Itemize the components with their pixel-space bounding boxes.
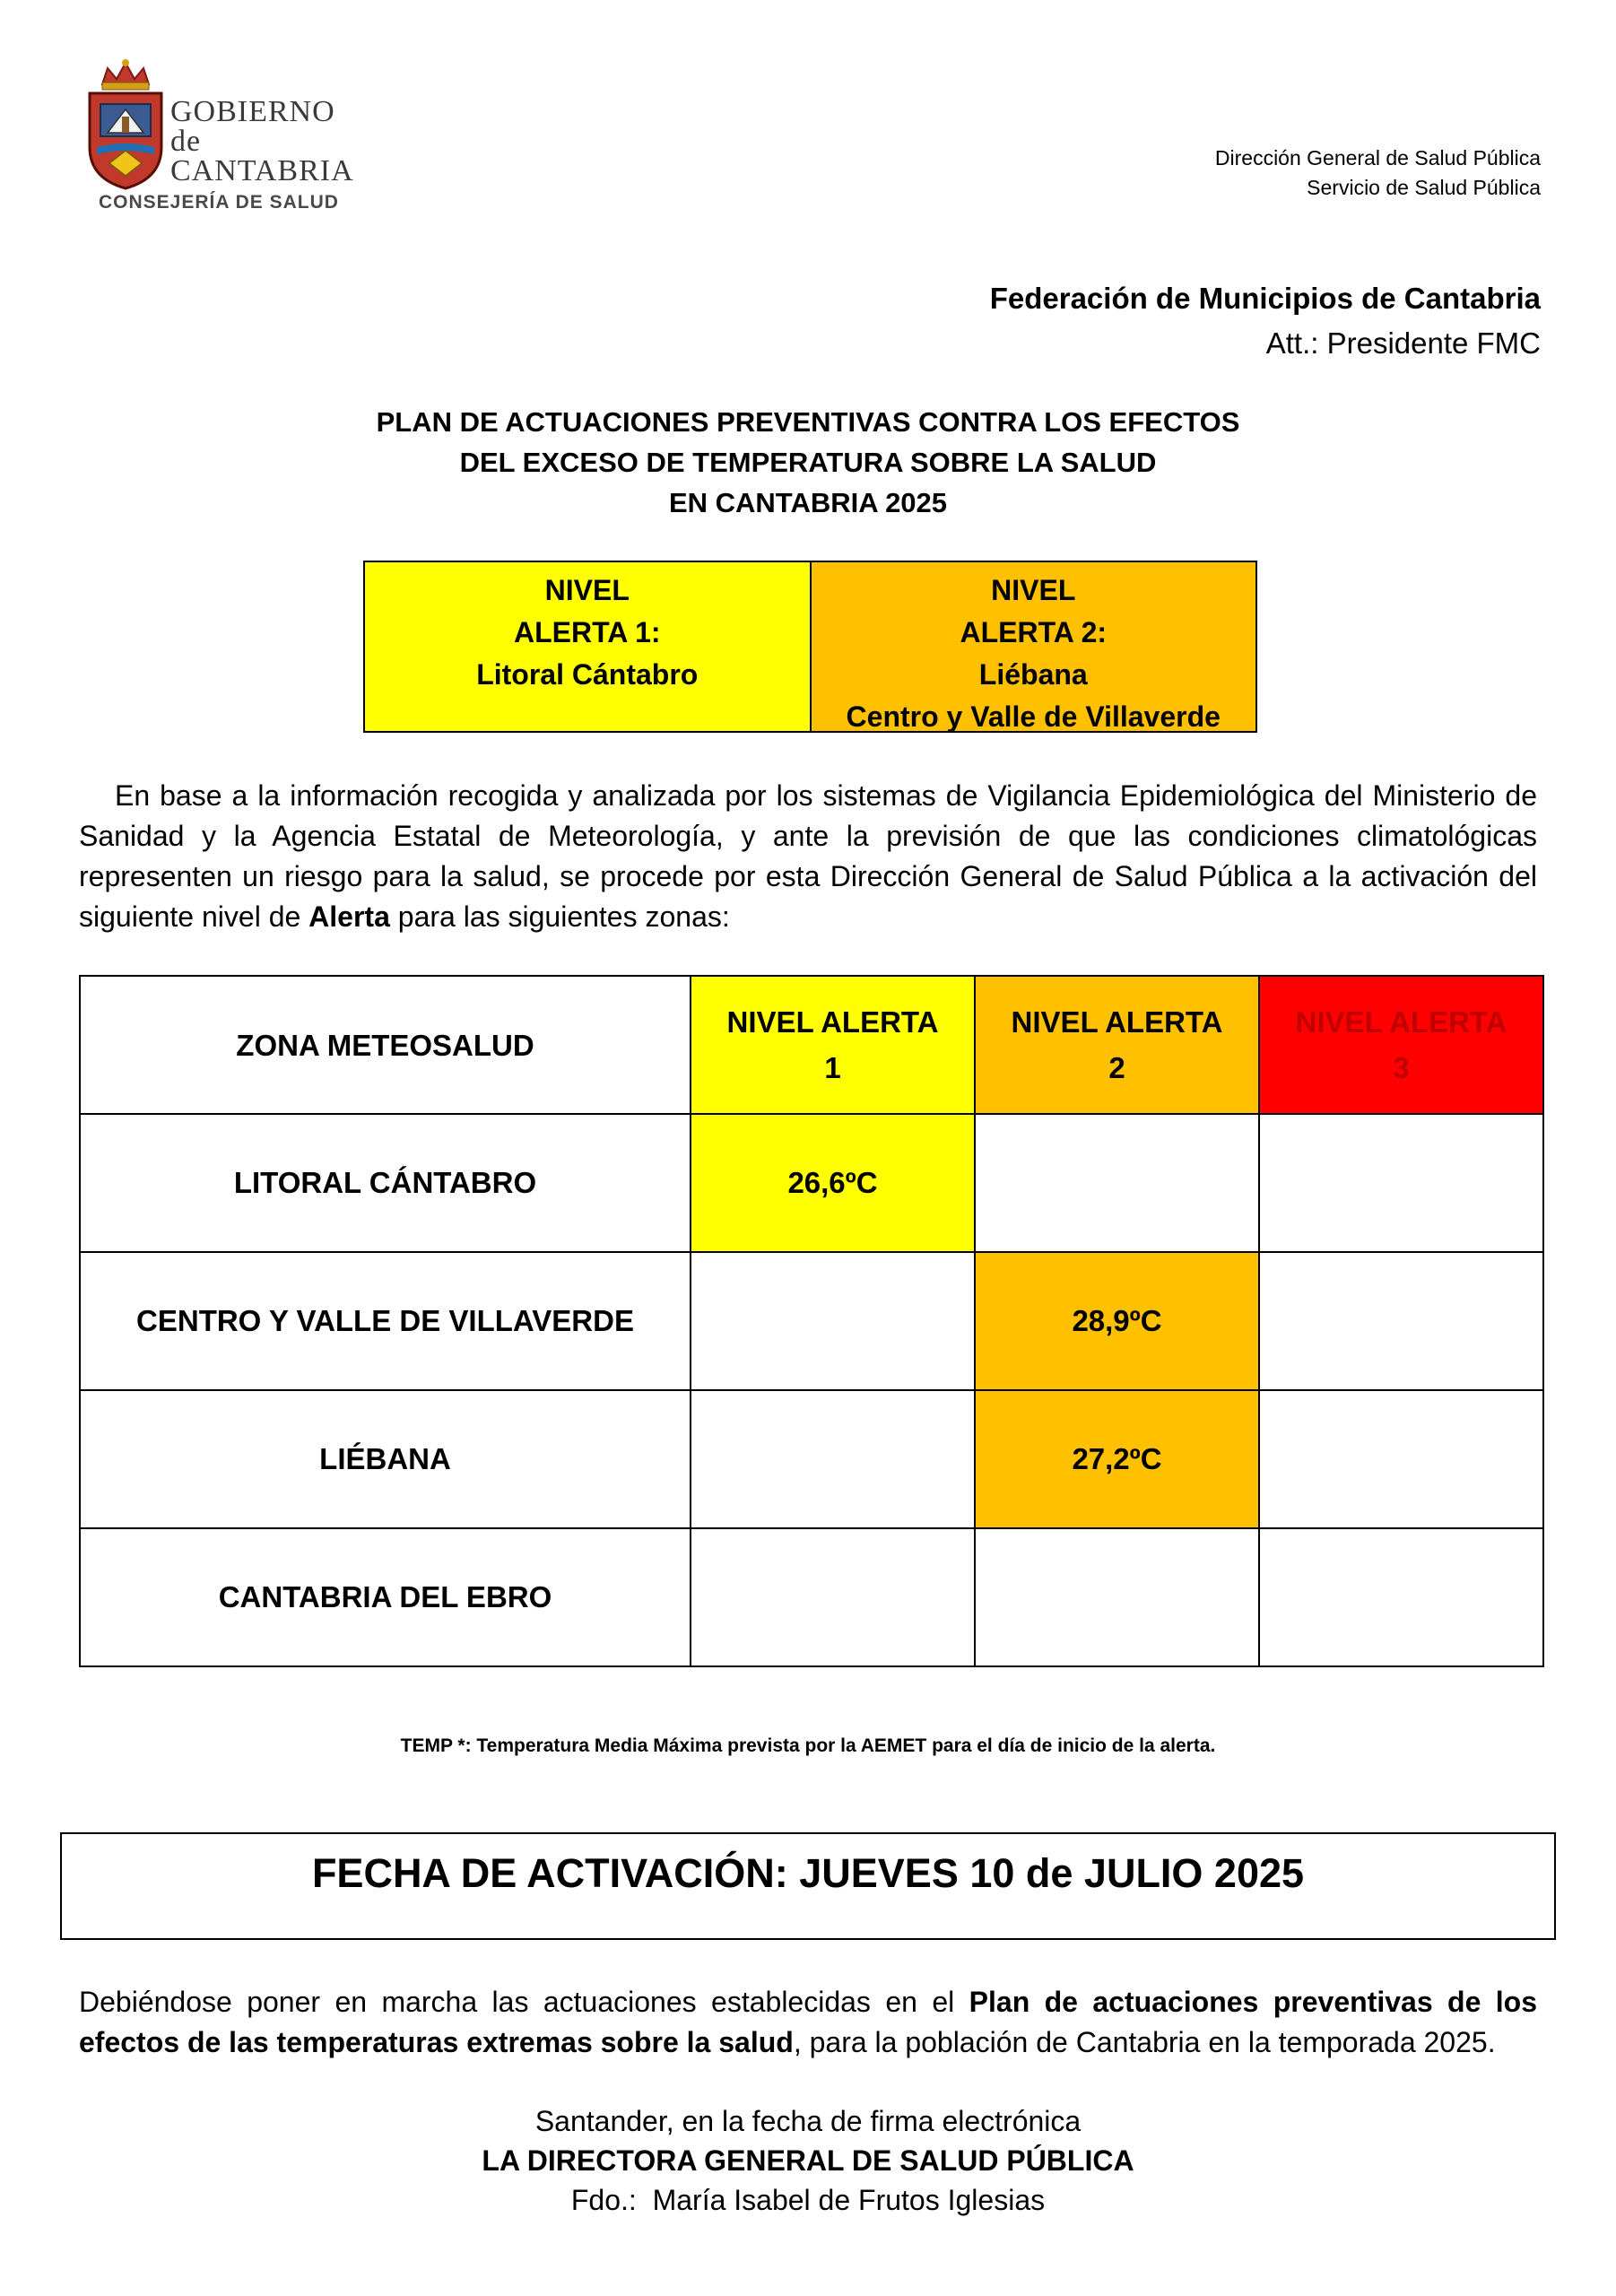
document-title — [0, 402, 1616, 523]
signature-block — [0, 2101, 1616, 2220]
header-level-2 — [975, 976, 1259, 1114]
summary-level-1-line: ALERTA 1: — [513, 616, 661, 648]
empty-cell — [1259, 1114, 1543, 1252]
header-level-3-number: 3 — [1393, 1051, 1410, 1084]
summary-level-2 — [810, 562, 1256, 731]
zone-temp: 26,6ºC — [691, 1114, 975, 1252]
summary-level-2-line: Centro y Valle de Villaverde — [846, 700, 1221, 733]
zone-name: CANTABRIA DEL EBRO — [80, 1528, 691, 1666]
zone-temp: 27,2ºC — [975, 1390, 1259, 1528]
title-line-1: PLAN DE ACTUACIONES PREVENTIVAS CONTRA LOS EFECTOS — [376, 406, 1240, 438]
logo-line-3: CANTABRIA — [170, 154, 354, 187]
header-level-1-label: NIVEL ALERTA — [726, 1005, 939, 1039]
issuing-office — [1215, 144, 1541, 203]
office-line-2: Servicio de Salud Pública — [1307, 176, 1541, 199]
zones-alert-table — [79, 975, 1544, 1667]
header-level-3 — [1259, 976, 1543, 1114]
recipient-name: Federación de Municipios de Cantabria — [989, 282, 1541, 315]
empty-cell — [691, 1528, 975, 1666]
empty-cell — [975, 1114, 1259, 1252]
summary-level-2-line: Liébana — [978, 658, 1088, 691]
header-level-2-label: NIVEL ALERTA — [1011, 1005, 1223, 1039]
logo-line-2: de — [170, 125, 202, 158]
zone-name: LIÉBANA — [80, 1390, 691, 1528]
closing-plan-name: Plan de actuaciones preventivas de los efectos de las temperaturas extremas sobre la salud — [79, 1986, 1538, 2058]
office-line-1: Dirección General de Salud Pública — [1214, 146, 1541, 170]
empty-cell — [1259, 1252, 1543, 1390]
logo-department: CONSEJERÍA DE SALUD — [99, 192, 339, 213]
title-line-2: DEL EXCESO DE TEMPERATURA SOBRE LA SALUD — [459, 447, 1157, 478]
intro-bold-word: Alerta — [308, 900, 390, 933]
header-level-1 — [691, 976, 975, 1114]
summary-level-1-line: Litoral Cántabro — [476, 658, 699, 691]
empty-cell — [1259, 1390, 1543, 1528]
activation-date-box: FECHA DE ACTIVACIÓN: JUEVES 10 de JULIO 2025 — [60, 1832, 1556, 1940]
summary-level-1 — [365, 562, 810, 731]
header-zone: ZONA METEOSALUD — [80, 976, 691, 1114]
closing-post: , para la población de Cantabria en la temporada 2025. — [793, 2026, 1496, 2058]
summary-level-2-line: NIVEL — [991, 574, 1076, 606]
temperature-footnote: TEMP *: Temperatura Media Máxima prevista por la AEMET para el día de inicio de la alerta. — [400, 1735, 1216, 1756]
intro-tail: para las siguientes zonas: — [389, 900, 730, 933]
zone-name: LITORAL CÁNTABRO — [80, 1114, 691, 1252]
summary-level-2-line: ALERTA 2: — [960, 616, 1108, 648]
recipient-attention: Att.: Presidente FMC — [1265, 326, 1541, 360]
header-level-1-number: 1 — [824, 1051, 841, 1084]
empty-cell — [1259, 1528, 1543, 1666]
zone-temp: 28,9ºC — [975, 1252, 1259, 1390]
intro-text: En base a la información recogida y analizada por los sistemas de Vigilancia Epidemiológica del Ministerio de Sanidad y la Agencia Estatal de Meteorología, y ante la previsión de que las condiciones climatológicas representen un riesgo para la salud, se procede por esta Dirección General de Salud Pública a la activación del siguiente nivel de — [79, 779, 1537, 933]
closing-paragraph — [79, 1982, 1537, 2063]
coat-of-arms-icon — [83, 57, 169, 192]
empty-cell — [691, 1252, 975, 1390]
zone-name: CENTRO Y VALLE DE VILLAVERDE — [80, 1252, 691, 1390]
signature-signer: Fdo.: María Isabel de Frutos Iglesias — [570, 2184, 1046, 2216]
empty-cell — [975, 1528, 1259, 1666]
alert-summary-table — [363, 561, 1257, 733]
title-line-3: EN CANTABRIA 2025 — [668, 487, 948, 518]
summary-level-1-line: NIVEL — [544, 574, 630, 606]
empty-cell — [691, 1390, 975, 1528]
table-row — [80, 1252, 1543, 1390]
signature-place: Santander, en la fecha de firma electrónica — [534, 2105, 1082, 2137]
gobierno-cantabria-logo — [83, 57, 352, 228]
logo-line-1: GOBIERNO — [170, 95, 335, 128]
recipient-block — [990, 276, 1541, 366]
header-level-2-number: 2 — [1108, 1051, 1125, 1084]
table-header-row — [80, 976, 1543, 1114]
table-row — [80, 1528, 1543, 1666]
intro-paragraph — [79, 776, 1537, 937]
closing-pre: Debiéndose poner en marcha las actuaciones establecidas en el — [79, 1986, 969, 2018]
header-level-3-label: NIVEL ALERTA — [1295, 1005, 1507, 1039]
table-row — [80, 1390, 1543, 1528]
signature-role: LA DIRECTORA GENERAL DE SALUD PÚBLICA — [482, 2144, 1134, 2177]
table-row — [80, 1114, 1543, 1252]
